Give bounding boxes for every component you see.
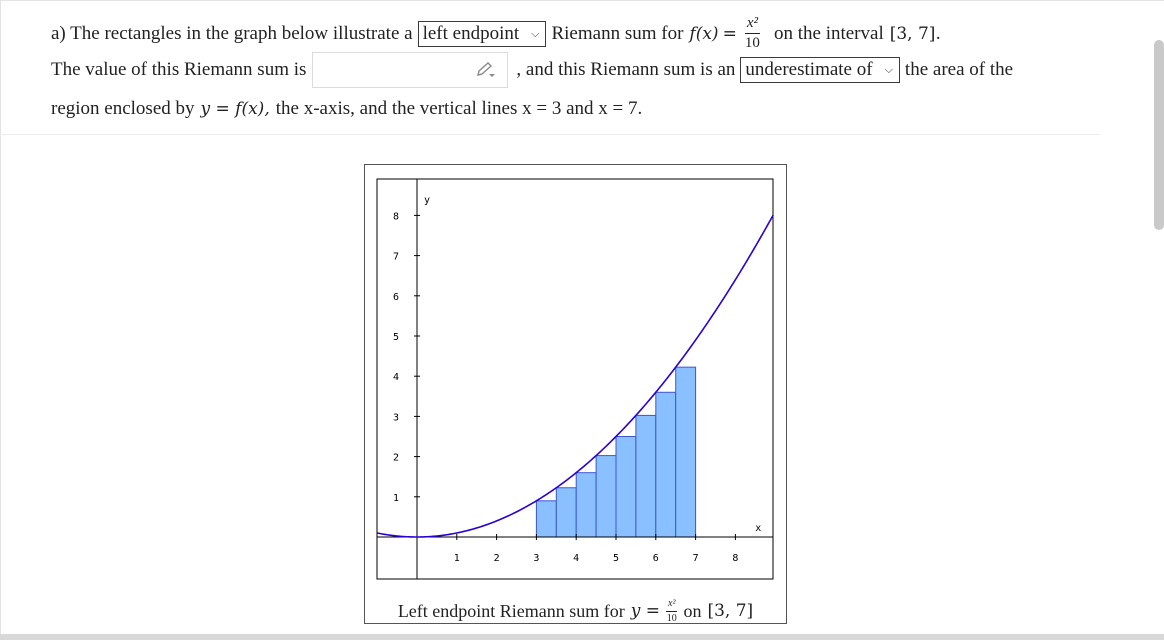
area-text: the area of the [904,59,1014,80]
and-text: , and this Riemann sum is an [516,59,736,80]
x-tick-label: 1 [453,553,460,564]
section-divider [0,134,1100,135]
top-border [0,0,1164,1]
part-label: a) The rectangles in the graph below illustrate a [51,22,413,44]
y-tick-label: 4 [392,372,400,384]
question-line-2 [51,52,1013,88]
question-line-3 [51,98,642,120]
riemann-bar [576,473,596,537]
riemann-bar [556,488,576,537]
chevron-down-icon: ⌵ [531,26,540,40]
region-rest-text: the x-axis, and the vertical lines x = 3 and x = 7. [275,98,643,119]
question-line-1 [51,16,941,51]
riemann-bar [596,456,616,537]
riemann-bar [616,437,636,538]
riemann-bar [636,415,656,537]
estimate-select-value: underestimate of [745,59,873,80]
fx-label: f(x) [689,23,719,44]
caption-prefix: Left endpoint Riemann sum for [397,600,625,621]
chevron-down-icon: ⌵ [884,63,893,76]
riemann-bars [536,367,695,537]
x-tick-label: 6 [652,553,659,564]
riemann-bar [536,501,556,537]
on-interval-text: on the interval [773,22,884,44]
x-tick-label: 3 [533,553,540,564]
y-tick-label: 6 [392,291,400,303]
caption-numerator: x² [666,599,677,612]
answer-input[interactable] [312,52,508,88]
riemann-sum-chart [377,179,773,579]
riemann-for-text: Riemann sum for [551,22,684,44]
caption-denominator: 10 [666,612,677,624]
y-tick-label: 8 [392,211,400,223]
y-tick-label: 5 [392,332,400,343]
riemann-bar [676,367,696,537]
left-border [0,0,1,640]
equals-sign: = [722,23,737,44]
caption-interval: [3, 7] [707,601,754,621]
x-tick-label: 4 [573,553,580,564]
interval-label: [3, 7]. [889,23,941,44]
y-tick-label: 2 [392,452,400,464]
fraction-denominator: 10 [744,35,760,51]
pencil-icon[interactable] [475,61,497,79]
x-axis-label: x [755,523,762,534]
y-tick-label: 1 [392,492,400,504]
region-text: region enclosed by [51,98,195,119]
y-tick-label: 7 [392,251,400,263]
caption-on: on [683,600,702,621]
riemann-bar [656,392,676,537]
bottom-scrollbar[interactable] [0,634,1164,640]
fraction-numerator: x² [745,16,760,34]
x-tick-label: 5 [612,553,620,564]
y-tick-label: 3 [392,412,400,424]
estimate-select[interactable] [740,57,900,83]
caption-fraction [666,599,677,624]
x-tick-label: 7 [692,553,699,564]
x-tick-label: 8 [732,553,739,564]
function-fraction [745,16,760,51]
method-select-value: left endpoint [422,22,520,44]
caption-y: y = [630,601,661,621]
y-eq-fx: y = f(x), [200,99,270,119]
graph-caption [364,598,787,624]
x-tick-label: 2 [493,553,500,564]
method-select[interactable] [418,21,547,47]
value-text: The value of this Riemann sum is [51,59,307,80]
scrollbar-thumb[interactable] [1154,40,1164,230]
y-axis-label: y [424,195,431,206]
